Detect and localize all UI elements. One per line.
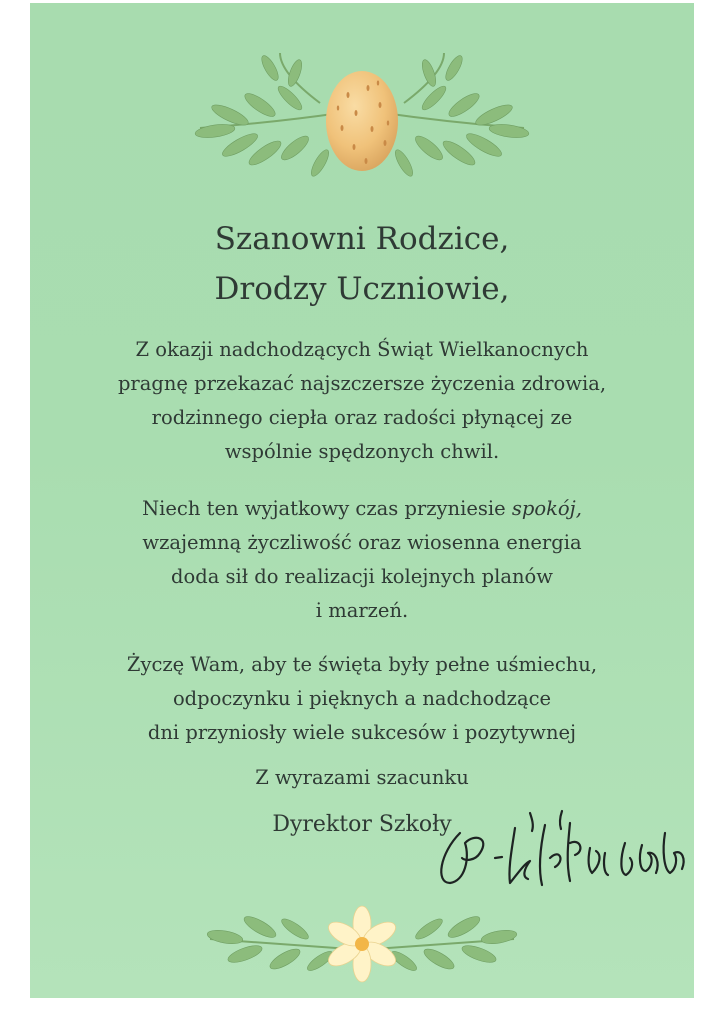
- paragraph-line: rodzinnego ciepła oraz radości płynącej ze: [151, 406, 573, 429]
- easter-greeting-card: [30, 3, 694, 998]
- paragraph-holiday: [30, 648, 694, 750]
- salutation-line-1: Szanowni Rodzice,: [214, 221, 510, 257]
- paragraph-line: wzajemną życzliwość oraz wiosenna energia: [142, 531, 582, 554]
- easter-egg-icon: [170, 43, 554, 193]
- paragraph-wishes: [30, 333, 694, 469]
- paragraph-line: pragnę przekazać najszczersze życzenia zdrowia,: [117, 372, 607, 395]
- paragraph-line: Z okazji nadchodzących Świąt Wielkanocnych: [135, 338, 589, 361]
- italic-word: spokój,: [511, 497, 582, 520]
- paragraph-line: dni przyniosły wiele sukcesów i pozytywnej: [147, 721, 577, 744]
- paragraph-line-start: Niech ten wyjatkowy czas przyniesie: [142, 497, 512, 520]
- closing-phrase: Z wyrazami szacunku: [255, 766, 469, 789]
- paragraph-line: Życzę Wam, aby te święta były pełne uśmiechu,: [126, 653, 598, 676]
- paragraph-line: wspólnie spędzonych chwil.: [224, 440, 500, 463]
- salutation-line-2: Drodzy Uczniowie,: [214, 271, 510, 307]
- paragraph-line: i marzeń.: [315, 599, 409, 622]
- paragraph-line: [30, 492, 694, 526]
- paragraph-line: odpoczynku i pięknych a nadchodzące: [172, 687, 552, 710]
- flower-icon: [200, 899, 524, 994]
- paragraph-line: doda sił do realizacji kolejnych planów: [171, 565, 553, 588]
- signer-title: Dyrektor Szkoły: [272, 812, 452, 837]
- paragraph-peace: [30, 492, 694, 628]
- signature-icon: [420, 803, 694, 898]
